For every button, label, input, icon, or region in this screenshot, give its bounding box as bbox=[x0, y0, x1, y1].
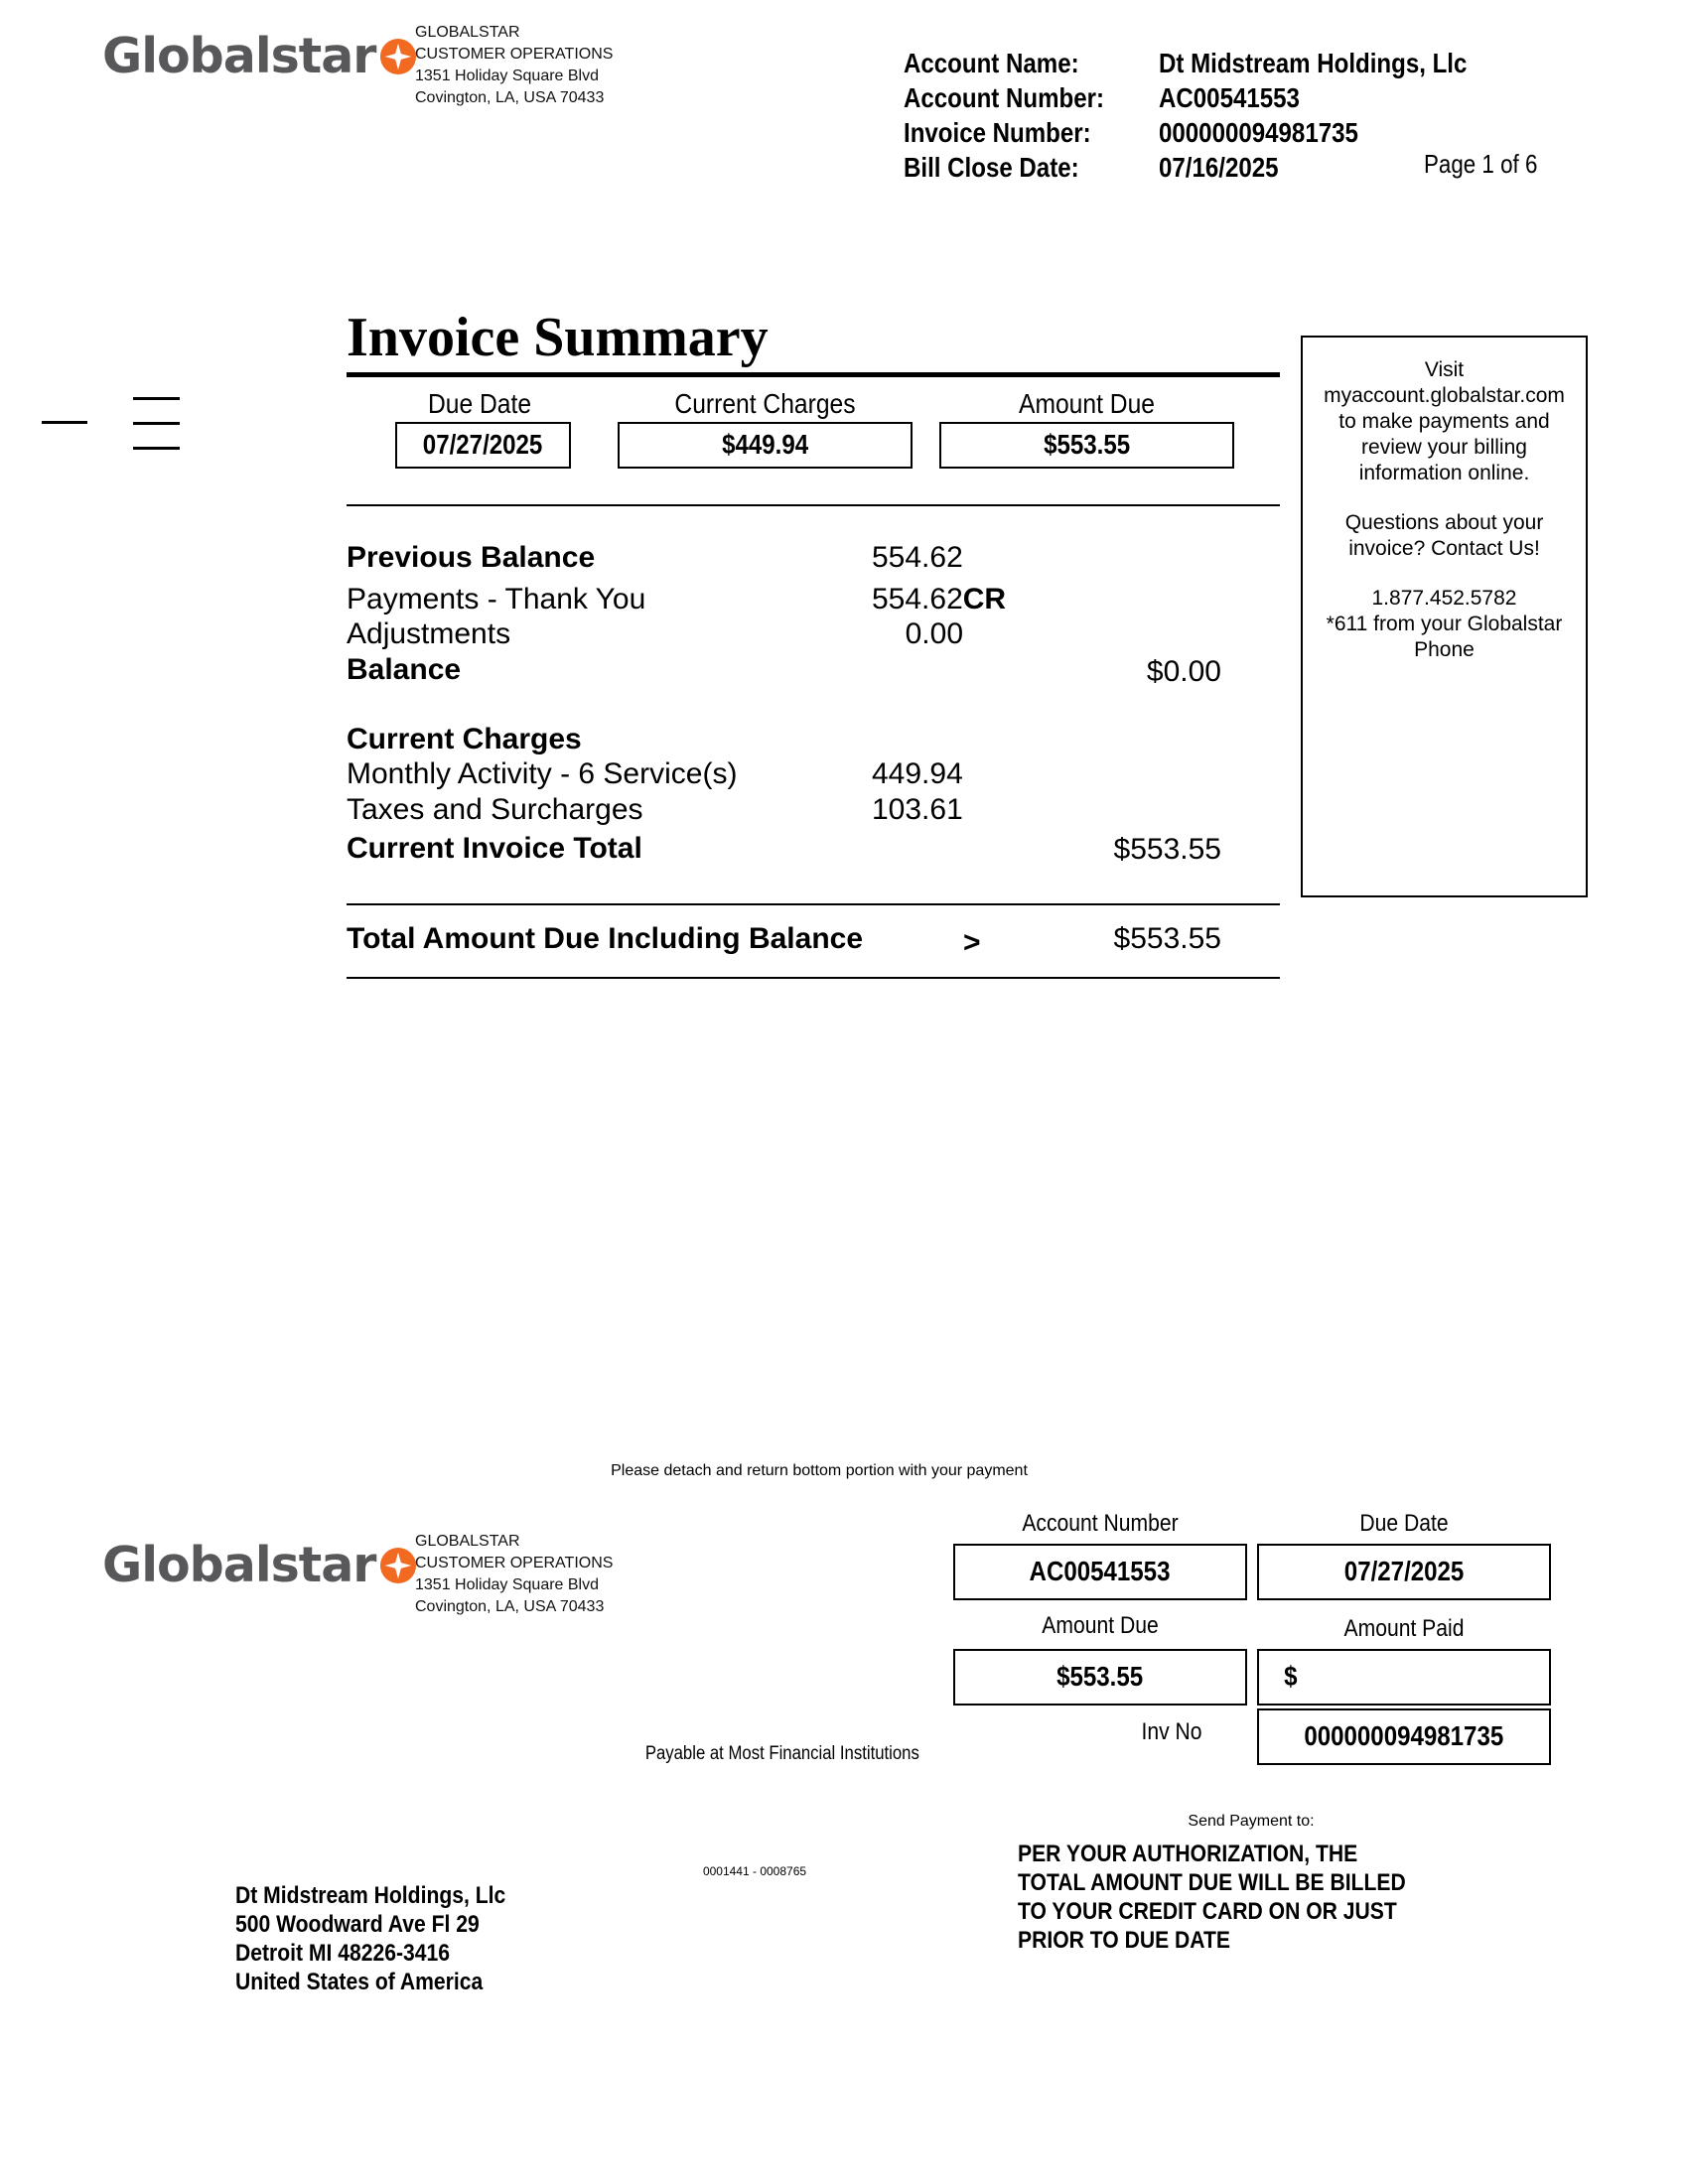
bill-close-label: Bill Close Date: bbox=[904, 152, 1079, 183]
due-date-value: 07/27/2025 bbox=[423, 429, 543, 460]
contact-phone: 1.877.452.5782 bbox=[1371, 587, 1517, 610]
payable-note-text: Payable at Most Financial Institutions bbox=[644, 1743, 919, 1764]
due-date-box bbox=[395, 422, 571, 469]
company-address-line: CUSTOMER OPERATIONS bbox=[415, 1555, 614, 1571]
amount-due-box bbox=[939, 422, 1234, 469]
globalstar-star-icon bbox=[379, 38, 417, 75]
amount-due-value: $553.55 bbox=[1043, 429, 1131, 460]
contact-line: Questions about your bbox=[1344, 511, 1544, 534]
company-address-line: GLOBALSTAR bbox=[415, 1533, 520, 1550]
fold-mark bbox=[42, 421, 87, 424]
total-due-arrow-icon: > bbox=[963, 926, 981, 959]
contact-line: information online. bbox=[1358, 462, 1530, 484]
stub-account-number-box bbox=[953, 1544, 1247, 1600]
adjustments-value: 0.00 bbox=[905, 617, 963, 650]
globalstar-star-icon bbox=[379, 1547, 417, 1584]
customer-address-line: 500 Woodward Ave Fl 29 bbox=[235, 1911, 480, 1938]
company-address-line: Covington, LA, USA 70433 bbox=[415, 89, 605, 106]
stub-inv-no-label: Inv No bbox=[1141, 1718, 1202, 1745]
stub-account-number-label: Account Number bbox=[1022, 1510, 1179, 1537]
account-name-value: Dt Midstream Holdings, Llc bbox=[1159, 48, 1468, 78]
authorization-line: PER YOUR AUTHORIZATION, THE bbox=[1018, 1841, 1358, 1867]
credit-suffix: CR bbox=[962, 583, 1007, 615]
company-address bbox=[415, 22, 613, 109]
contact-line: invoice? Contact Us! bbox=[1348, 537, 1540, 560]
due-date-label: Due Date bbox=[427, 388, 532, 419]
current-total-label: Current Invoice Total bbox=[347, 832, 642, 865]
taxes-value: 103.61 bbox=[872, 793, 963, 826]
title-rule bbox=[347, 372, 1280, 377]
stub-amount-due-value: $553.55 bbox=[1056, 1661, 1144, 1692]
authorization-notice bbox=[1018, 1840, 1406, 1955]
fold-mark bbox=[133, 447, 180, 450]
stub-company-logo bbox=[102, 1537, 417, 1593]
current-charges-box bbox=[618, 422, 913, 469]
current-charges-label: Current Charges bbox=[674, 388, 856, 419]
current-charges-heading: Current Charges bbox=[347, 723, 582, 755]
contact-line: to make payments and bbox=[1338, 410, 1550, 433]
detach-note: Please detach and return bottom portion with your payment bbox=[611, 1462, 1028, 1479]
total-bottom-rule bbox=[347, 977, 1280, 979]
stub-amount-due-label: Amount Due bbox=[1042, 1612, 1159, 1639]
invoice-number-value: 000000094981735 bbox=[1159, 117, 1358, 148]
fold-mark bbox=[133, 422, 180, 425]
fold-mark bbox=[133, 397, 180, 400]
bill-close-value: 07/16/2025 bbox=[1159, 152, 1279, 183]
previous-balance-label: Previous Balance bbox=[347, 541, 596, 574]
contact-info-box bbox=[1301, 336, 1588, 897]
customer-address-line: United States of America bbox=[235, 1969, 484, 1995]
current-charges-value: $449.94 bbox=[721, 429, 809, 460]
stub-inv-no-box bbox=[1257, 1708, 1551, 1765]
company-logo bbox=[102, 28, 417, 84]
contact-line: Phone bbox=[1414, 638, 1475, 661]
customer-address-line: Detroit MI 48226-3416 bbox=[235, 1940, 450, 1967]
stub-due-date-label: Due Date bbox=[1359, 1510, 1449, 1537]
stub-company-address bbox=[415, 1531, 613, 1618]
customer-mailing-address bbox=[235, 1881, 505, 1996]
payments-label: Payments - Thank You bbox=[347, 583, 646, 615]
invoice-number-label: Invoice Number: bbox=[904, 117, 1091, 148]
company-address-line: 1351 Holiday Square Blvd bbox=[415, 1576, 600, 1593]
total-due-label: Total Amount Due Including Balance bbox=[347, 922, 864, 955]
total-top-rule bbox=[347, 903, 1280, 905]
stub-due-date-value: 07/27/2025 bbox=[1343, 1556, 1465, 1586]
account-number-value: AC00541553 bbox=[1159, 82, 1300, 113]
customer-address-line: Dt Midstream Holdings, Llc bbox=[235, 1882, 506, 1909]
account-number-label: Account Number: bbox=[904, 82, 1105, 113]
control-code: 0001441 - 0008765 bbox=[702, 1864, 807, 1878]
payments-value: 554.62 bbox=[872, 583, 963, 615]
company-address-line: GLOBALSTAR bbox=[415, 24, 520, 41]
contact-line: *611 from your Globalstar bbox=[1326, 613, 1563, 635]
payments-amount bbox=[872, 582, 1006, 617]
company-address-line: CUSTOMER OPERATIONS bbox=[415, 46, 614, 63]
account-portal-link[interactable]: myaccount.globalstar.com bbox=[1324, 384, 1565, 407]
invoice-summary-title: Invoice Summary bbox=[347, 307, 769, 368]
logo-wordmark: Globalstar bbox=[102, 28, 376, 84]
send-payment-label: Send Payment to: bbox=[1188, 1813, 1315, 1830]
adjustments-label: Adjustments bbox=[347, 617, 511, 650]
contact-line: review your billing bbox=[1361, 436, 1527, 459]
payable-note bbox=[596, 1743, 968, 1765]
authorization-line: TOTAL AMOUNT DUE WILL BE BILLED bbox=[1018, 1869, 1406, 1896]
stub-inv-no-value: 000000094981735 bbox=[1304, 1720, 1504, 1751]
authorization-line: PRIOR TO DUE DATE bbox=[1018, 1927, 1230, 1954]
monthly-activity-value: 449.94 bbox=[872, 757, 963, 790]
stub-amount-due-box bbox=[953, 1649, 1247, 1706]
amount-due-label: Amount Due bbox=[1019, 388, 1155, 419]
monthly-activity-label: Monthly Activity - 6 Service(s) bbox=[347, 757, 738, 790]
summary-rule bbox=[347, 504, 1280, 506]
stub-due-date-box bbox=[1257, 1544, 1551, 1600]
account-info-labels bbox=[904, 46, 1137, 185]
account-name-label: Account Name: bbox=[904, 48, 1079, 78]
amount-paid-currency: $ bbox=[1284, 1661, 1298, 1692]
logo-wordmark: Globalstar bbox=[102, 1537, 376, 1593]
authorization-line: TO YOUR CREDIT CARD ON OR JUST bbox=[1018, 1898, 1397, 1925]
page-number: Page 1 of 6 bbox=[1424, 149, 1538, 179]
balance-value: $0.00 bbox=[1146, 655, 1221, 688]
stub-account-number-value: AC00541553 bbox=[1030, 1556, 1171, 1586]
current-total-value: $553.55 bbox=[1113, 833, 1221, 866]
company-address-line: Covington, LA, USA 70433 bbox=[415, 1598, 605, 1615]
previous-balance-value: 554.62 bbox=[872, 541, 963, 574]
balance-label: Balance bbox=[347, 653, 462, 686]
company-address-line: 1351 Holiday Square Blvd bbox=[415, 68, 600, 84]
total-due-value: $553.55 bbox=[1113, 922, 1221, 955]
contact-line: Visit bbox=[1424, 358, 1465, 381]
amount-paid-field[interactable] bbox=[1257, 1649, 1551, 1706]
stub-amount-paid-label: Amount Paid bbox=[1343, 1615, 1465, 1642]
taxes-label: Taxes and Surcharges bbox=[347, 793, 643, 826]
